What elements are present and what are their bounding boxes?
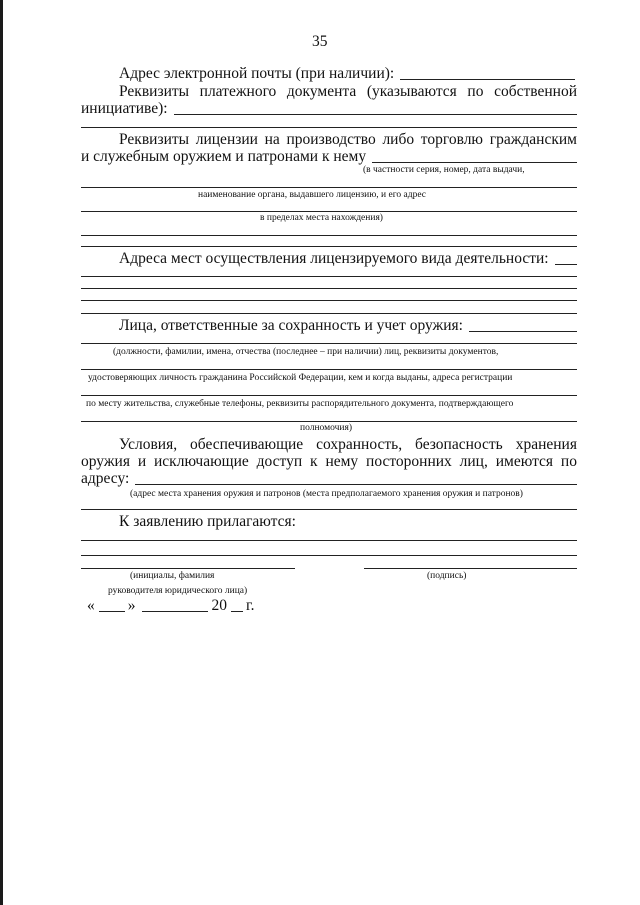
- persons-row: [119, 318, 577, 334]
- word: хранения: [515, 436, 577, 453]
- email-field[interactable]: [400, 79, 575, 80]
- word: лиц,: [459, 453, 488, 470]
- word: платежного: [199, 83, 277, 100]
- word: Условия,: [119, 436, 178, 453]
- date-year-field[interactable]: [231, 611, 243, 612]
- word: оружия: [81, 453, 130, 470]
- word: сохранность,: [316, 436, 403, 453]
- persons-label: Лица, ответственные за сохранность и учет оружия:: [119, 317, 463, 334]
- license-hint-3: в пределах места нахождения): [260, 213, 383, 223]
- email-label: Адрес электронной почты (при наличии):: [119, 65, 395, 82]
- addresses-blank-line[interactable]: [81, 288, 577, 289]
- persons-blank-line[interactable]: [81, 343, 577, 344]
- word: исключающие: [154, 453, 249, 470]
- date-row: [87, 598, 254, 614]
- persons-field[interactable]: [469, 331, 577, 332]
- word: лицензии: [195, 131, 258, 148]
- license-blank-line[interactable]: [81, 187, 577, 188]
- page-number: 35: [312, 33, 328, 50]
- word: имеются: [495, 453, 554, 470]
- scan-edge: [0, 0, 3, 905]
- payment-blank-line[interactable]: [81, 127, 577, 128]
- license-line-1: [119, 132, 577, 148]
- date-close-quote: »: [127, 597, 136, 614]
- word: по: [467, 83, 484, 100]
- license-blank-line[interactable]: [81, 211, 577, 212]
- conditions-line-1: [119, 437, 577, 453]
- word: собственной: [494, 83, 577, 100]
- word: посторонних: [366, 453, 452, 470]
- conditions-row-3: [81, 471, 577, 487]
- conditions-field[interactable]: [135, 484, 577, 485]
- conditions-blank-line[interactable]: [81, 509, 577, 510]
- payment-line-1: [119, 84, 577, 100]
- conditions-hint: (адрес места хранения оружия и патронов (места предполагаемого хранения оружия и патронов): [130, 489, 523, 499]
- addresses-blank-line[interactable]: [81, 276, 577, 277]
- attachments-blank-line[interactable]: [81, 540, 577, 541]
- license-hint-2: наименование органа, выдавшего лицензию, и его адрес: [198, 190, 426, 200]
- conditions-label-3: адресу:: [81, 470, 130, 487]
- license-hint-1: (в частности серия, номер, дата выдачи,: [363, 165, 525, 175]
- addresses-blank-line[interactable]: [81, 300, 577, 301]
- date-month-field[interactable]: [142, 611, 208, 612]
- license-field[interactable]: [372, 162, 577, 163]
- email-row: [119, 66, 575, 82]
- word: Реквизиты: [119, 131, 190, 148]
- license-row-2: [81, 149, 577, 165]
- initials-line[interactable]: [81, 568, 295, 569]
- word: и: [137, 453, 147, 470]
- word: (указываются: [366, 83, 457, 100]
- word: либо: [382, 131, 415, 148]
- word: документа: [286, 83, 357, 100]
- payment-label-2: инициативе):: [81, 100, 168, 117]
- persons-hint-1: (должности, фамилии, имена, отчества (последнее – при наличии) лиц, реквизиты документов,: [113, 347, 499, 357]
- signature-line[interactable]: [364, 568, 577, 569]
- word: на: [264, 131, 280, 148]
- license-label-2: и служебным оружием и патронами к нему: [81, 148, 367, 165]
- word: Реквизиты: [119, 83, 190, 100]
- signature-label: (подпись): [427, 571, 467, 581]
- word: по: [560, 453, 577, 470]
- payment-row-2: [81, 101, 577, 117]
- word: к: [310, 453, 318, 470]
- word: обеспечивающие: [190, 436, 304, 453]
- word: торговлю: [420, 131, 484, 148]
- initials-label-2: руководителя юридического лица): [108, 586, 248, 596]
- persons-blank-line[interactable]: [81, 395, 577, 396]
- license-blank-line[interactable]: [81, 246, 577, 247]
- addresses-blank-line[interactable]: [81, 313, 577, 314]
- persons-hint-2: удостоверяющих личность гражданина Российской Федерации, кем и когда выданы, адреса регистрации: [88, 373, 513, 383]
- attachments-label: К заявлению прилагаются:: [119, 513, 296, 530]
- word: производство: [286, 131, 376, 148]
- date-suffix: г.: [246, 597, 255, 614]
- date-year-prefix: 20: [211, 597, 227, 614]
- word: безопасность: [415, 436, 503, 453]
- word: нему: [325, 453, 359, 470]
- word: доступ: [256, 453, 303, 470]
- persons-blank-line[interactable]: [81, 369, 577, 370]
- date-day-field[interactable]: [99, 611, 125, 612]
- attachments-blank-line[interactable]: [81, 555, 577, 556]
- addresses-field[interactable]: [555, 264, 577, 265]
- initials-label-1: (инициалы, фамилия: [130, 571, 215, 581]
- date-open-quote: «: [87, 597, 95, 614]
- conditions-line-2: [81, 454, 577, 470]
- addresses-row: [119, 251, 577, 267]
- license-blank-line[interactable]: [81, 235, 577, 236]
- persons-blank-line[interactable]: [81, 421, 577, 422]
- word: гражданским: [489, 131, 577, 148]
- persons-hint-3: по месту жительства, служебные телефоны, реквизиты распорядительного документа, подтверждающего: [86, 399, 514, 409]
- addresses-label: Адреса мест осуществления лицензируемого вида деятельности:: [119, 250, 549, 267]
- payment-field[interactable]: [174, 114, 577, 115]
- persons-hint-4: полномочия): [300, 423, 353, 433]
